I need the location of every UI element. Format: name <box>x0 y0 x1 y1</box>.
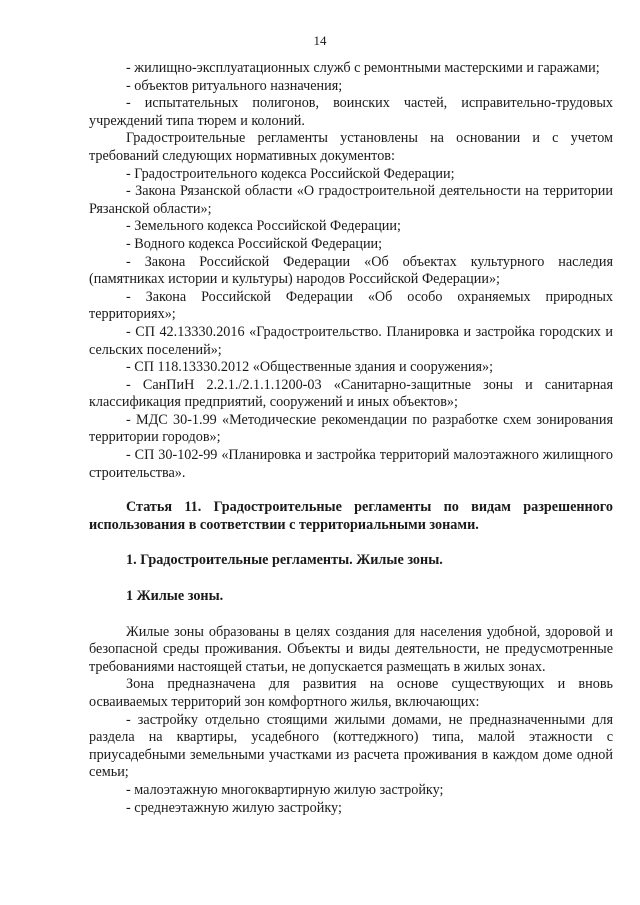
list-item: - жилищно-эксплуатационных служб с ремонтными мастерскими и гаражами; <box>126 60 600 76</box>
document-list-item: - Закона Российской Федерации «Об объектах культурного наследия (памятниках истории и культуры) народов Российской Федерации»; <box>89 253 613 288</box>
section-heading: 1. Градостроительные регламенты. Жилые зоны. <box>126 552 443 569</box>
list-item: - объектов ритуального назначения; <box>126 77 343 94</box>
page-number: 14 <box>313 33 327 48</box>
document-list-item: - Градостроительного кодекса Российской Федерации; <box>126 165 455 182</box>
list-item: - малоэтажную многоквартирную жилую застройку; <box>126 781 444 798</box>
zone-paragraph: Зона предназначена для развития на основе существующих и вновь осваиваемых территорий зон комфортного жилья, включающих: <box>89 676 613 710</box>
list-item: - застройку отдельно стоящими жилыми домами, не предназначенными для раздела на квартиры, усадебного (коттеджного) типа, малой этажности с приусадебными земельными участками из расчета проживания в каждом доме одной семьи; <box>89 711 613 781</box>
document-list-item: - СП 42.13330.2016 «Градостроительство. Планировка и застройка городских и сельских поселений»; <box>89 323 613 358</box>
document-list-item: - СП 118.13330.2012 «Общественные здания и сооружения»; <box>126 359 494 376</box>
document-list-item: - Земельного кодекса Российской Федерации; <box>126 218 401 235</box>
intro-paragraph: Градостроительные регламенты установлены на основании и с учетом требований следующих нормативных документов: <box>89 130 613 164</box>
document-list-item: - Водного кодекса Российской Федерации; <box>126 235 383 252</box>
list-item: - среднеэтажную жилую застройку; <box>126 799 342 816</box>
document-list-item: - Закона Российской Федерации «Об особо охраняемых природных территориях»; <box>89 288 613 323</box>
document-list-item: - СанПиН 2.2.1./2.1.1.1200-03 «Санитарно-защитные зоны и санитарная классификация предприятий, сооружений и иных объектов»; <box>89 376 613 411</box>
subsection-heading: 1 Жилые зоны. <box>126 588 224 605</box>
document-list-item: - МДС 30-1.99 «Методические рекомендации по разработке схем зонирования территории городов»; <box>89 411 613 446</box>
article-heading: Статья 11. Градостроительные регламенты по видам разрешенного использования в соответствии с территориальными зонами. <box>89 499 613 533</box>
document-body <box>89 60 613 817</box>
zones-paragraph: Жилые зоны образованы в целях создания для населения удобной, здоровой и безопасной среды проживания. Объекты и виды деятельности, не предусмотренные требованиями настоящей статьи, не допускается размещать в жилых зонах. <box>89 623 613 675</box>
document-list-item: - Закона Рязанской области «О градостроительной деятельности на территории Рязанской области»; <box>89 183 613 217</box>
list-item: - испытательных полигонов, воинских частей, исправительно-трудовых учреждений типа тюрем и колоний. <box>89 95 613 129</box>
document-list-item: - СП 30-102-99 «Планировка и застройка территорий малоэтажного жилищного строительства». <box>89 447 613 481</box>
